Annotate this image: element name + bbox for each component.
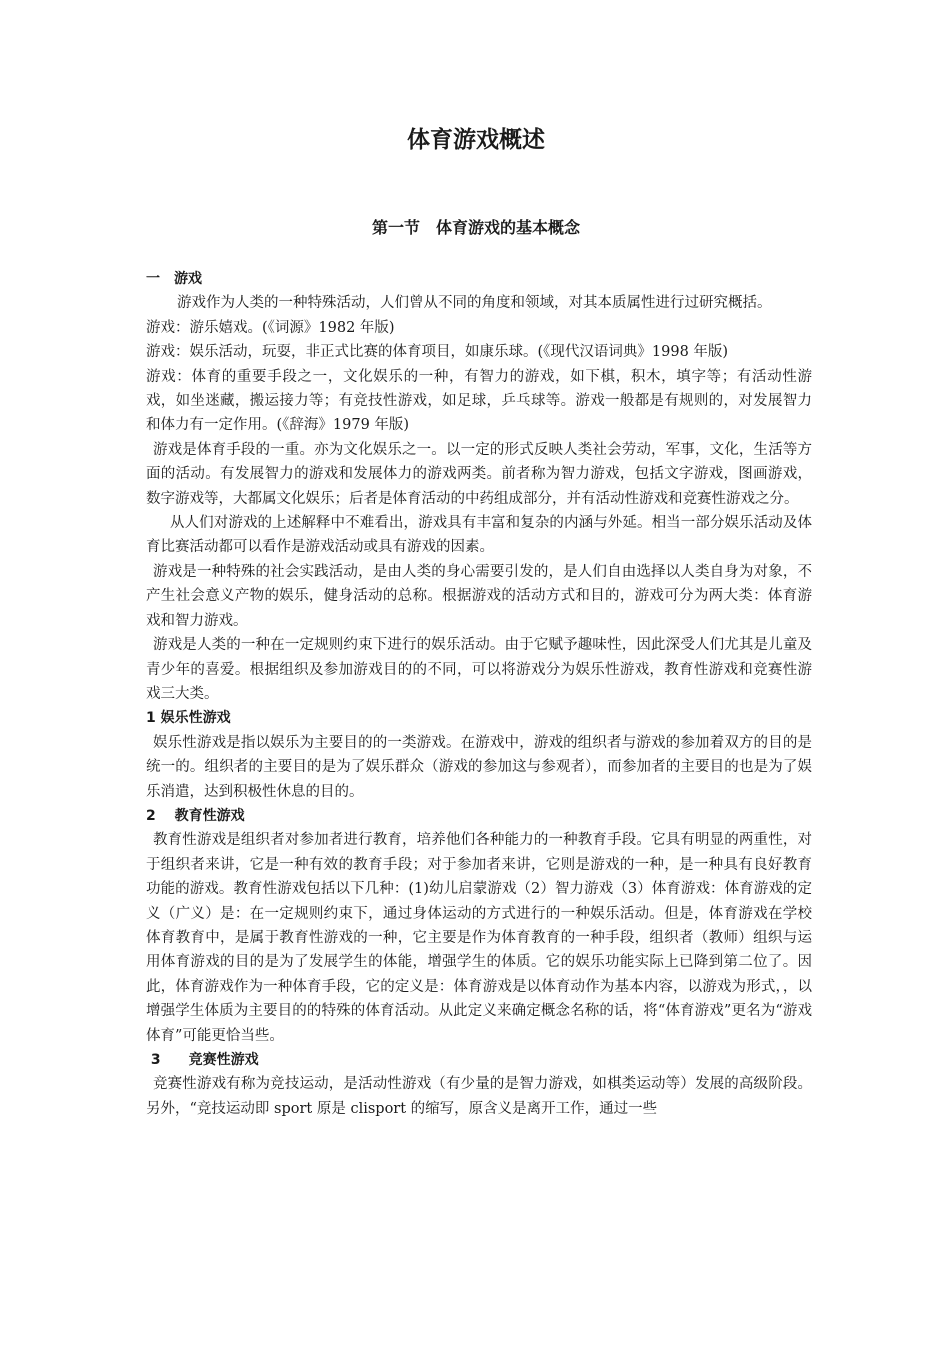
heading-game: 一 游戏 xyxy=(146,271,202,287)
heading-competitive-games: 3 竞赛性游戏 xyxy=(146,1052,259,1068)
paragraph-conclusion: 从人们对游戏的上述解释中不难看出，游戏具有丰富和复杂的内涵与外延。相当一部分娱乐活动及体育比赛活动都可以看作是游戏活动或具有游戏的因素。 xyxy=(146,515,812,556)
section-title: 第一节 体育游戏的基本概念 xyxy=(371,218,580,237)
document-title: 体育游戏概述 xyxy=(407,127,545,153)
definition-cihai: 游戏：体育的重要手段之一，文化娱乐的一种，有智力的游戏，如下棋，积木，填字等；有活动性游戏，如坐迷藏，搬运接力等；有竞技性游戏，如足球，乒乓球等。游戏一般都是有规则的，对发展智力和体力有一定作用。(《辞海》1979 年版) xyxy=(146,368,812,434)
heading-educational-games: 2 教育性游戏 xyxy=(146,807,245,824)
paragraph-entertainment: 娱乐性游戏是指以娱乐为主要目的的一类游戏。在游戏中，游戏的组织者与游戏的参加着双方的目的是统一的。组织者的主要目的是为了娱乐群众（游戏的参加这与参观者），而参加者的主要目的也是为了娱乐消遣，达到积极性休息的目的。 xyxy=(146,734,812,800)
paragraph-educational: 教育性游戏是组织者对参加者进行教育，培养他们各种能力的一种教育手段。它具有明显的两重性，对于组织者来讲，它是一种有效的教育手段；对于参加者来讲，它则是游戏的一种，是一种具有良好教育功能的游戏。教育性游戏包括以下几种：(1)幼儿启蒙游戏（2）智力游戏（3）体育游戏：体育游戏的定义（广义）是：在一定规则约束下，通过身体运动的方式进行的一种娱乐活动。但是，体育游戏在学校体育教育中，是属于教育性游戏的一种，它主要是作为体育教育的一种手段，组织者（教师）组织与运用体育游戏的目的是为了发展学生的体能，增强学生的体质。它的娱乐功能实际上已降到第二位了。因此，体育游戏作为一种体育手段，它的定义是：体育游戏是以体育动作为基本内容，以游戏为形式，，以增强学生体质为主要目的的特殊的体育活动。从此定义来确定概念名称的话，将“体育游戏”更名为“游戏体育”可能更恰当些。 xyxy=(146,832,812,1044)
paragraph-game-types: 游戏是人类的一种在一定规则约束下进行的娱乐活动。由于它赋予趣味性，因此深受人们尤其是儿童及青少年的喜爱。根据组织及参加游戏目的的不同，可以将游戏分为娱乐性游戏，教育性游戏和竞赛性游戏三大类。 xyxy=(146,637,812,702)
definition-ciyuan: 游戏：游乐嬉戏。(《词源》1982 年版) xyxy=(146,319,395,336)
document-body xyxy=(146,267,812,1121)
paragraph-sports-means: 游戏是体育手段的一重。亦为文化娱乐之一。以一定的形式反映人类社会劳动，军事，文化，生活等方面的活动。有发展智力的游戏和发展体力的游戏两类。前者称为智力游戏，包括文字游戏，图画游戏，数字游戏等，大都属文化娱乐；后者是体育活动的中药组成部分，并有活动性游戏和竞赛性游戏之分。 xyxy=(146,441,812,507)
heading-entertainment-games: 1 娱乐性游戏 xyxy=(146,710,231,727)
paragraph-competitive: 竞赛性游戏有称为竞技运动，是活动性游戏（有少量的是智力游戏，如棋类运动等）发展的高级阶段。另外，“竞技运动即 sport 原是 clisport 的缩写，原含义是离开工作，通过一些 xyxy=(146,1076,812,1117)
paragraph-social-practice: 游戏是一种特殊的社会实践活动，是由人类的身心需要引发的，是人们自由选择以人类自身为对象，不产生社会意义产物的娱乐，健身活动的总称。根据游戏的活动方式和目的，游戏可分为两大类：体育游戏和智力游戏。 xyxy=(146,563,812,629)
definition-dictionary: 游戏：娱乐活动，玩耍，非正式比赛的体育项目，如康乐球。(《现代汉语词典》1998 年版) xyxy=(146,344,729,361)
paragraph-intro: 游戏作为人类的一种特殊活动，人们曾从不同的角度和领域，对其本质属性进行过研究概括。 xyxy=(177,295,772,312)
